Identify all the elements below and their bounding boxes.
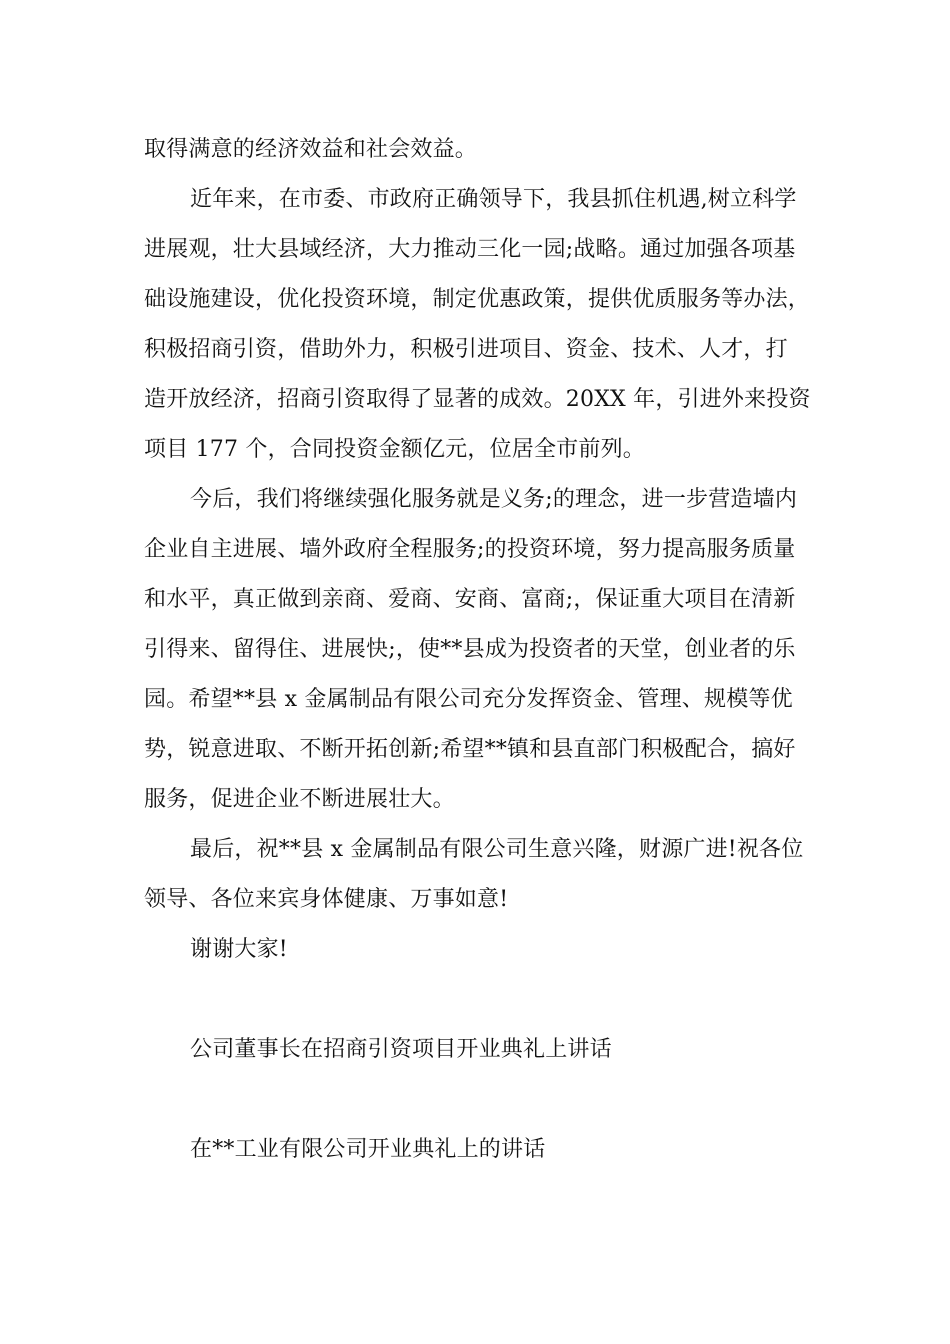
text-line: 础设施建设，优化投资环境，制定优惠政策，提供优质服务等办法， <box>144 287 811 312</box>
text-line: 造开放经济，招商引资取得了显著的成效。20XX 年，引进外来投资 <box>144 387 811 412</box>
text-line: 最后，祝**县 x 金属制品有限公司生意兴隆，财源广进!祝各位 <box>190 837 804 862</box>
text-line: 园。希望**县 x 金属制品有限公司充分发挥资金、管理、规模等优 <box>144 687 793 712</box>
section-title: 公司董事长在招商引资项目开业典礼上讲话 <box>190 1037 612 1062</box>
text-line: 领导、各位来宾身体健康、万事如意! <box>144 887 509 912</box>
text-line: 积极招商引资，借助外力，积极引进项目、资金、技术、人才，打 <box>144 337 788 362</box>
text-line: 项目 177 个，合同投资金额亿元，位居全市前列。 <box>144 437 645 462</box>
text-line: 近年来，在市委、市政府正确领导下，我县抓住机遇,树立科学 <box>190 187 797 212</box>
text-line: 和水平，真正做到亲商、爱商、安商、富商;，保证重大项目在清新 <box>144 587 796 612</box>
text-line: 进展观，壮大县域经济，大力推动三化一园;战略。通过加强各项基 <box>144 237 796 262</box>
text-line: 取得满意的经济效益和社会效益。 <box>144 137 478 162</box>
text-line: 谢谢大家! <box>190 937 288 962</box>
text-line: 引得来、留得住、进展快;，使**县成为投资者的天堂，创业者的乐 <box>144 637 796 662</box>
text-line: 服务，促进企业不断进展壮大。 <box>144 787 455 812</box>
text-line: 企业自主进展、墙外政府全程服务;的投资环境，努力提高服务质量 <box>144 537 796 562</box>
section-title: 在**工业有限公司开业典礼上的讲话 <box>190 1137 546 1162</box>
text-line: 今后，我们将继续强化服务就是义务;的理念，进一步营造墙内 <box>190 487 798 512</box>
text-line: 势，锐意进取、不断开拓创新;希望**镇和县直部门积极配合，搞好 <box>144 737 796 762</box>
